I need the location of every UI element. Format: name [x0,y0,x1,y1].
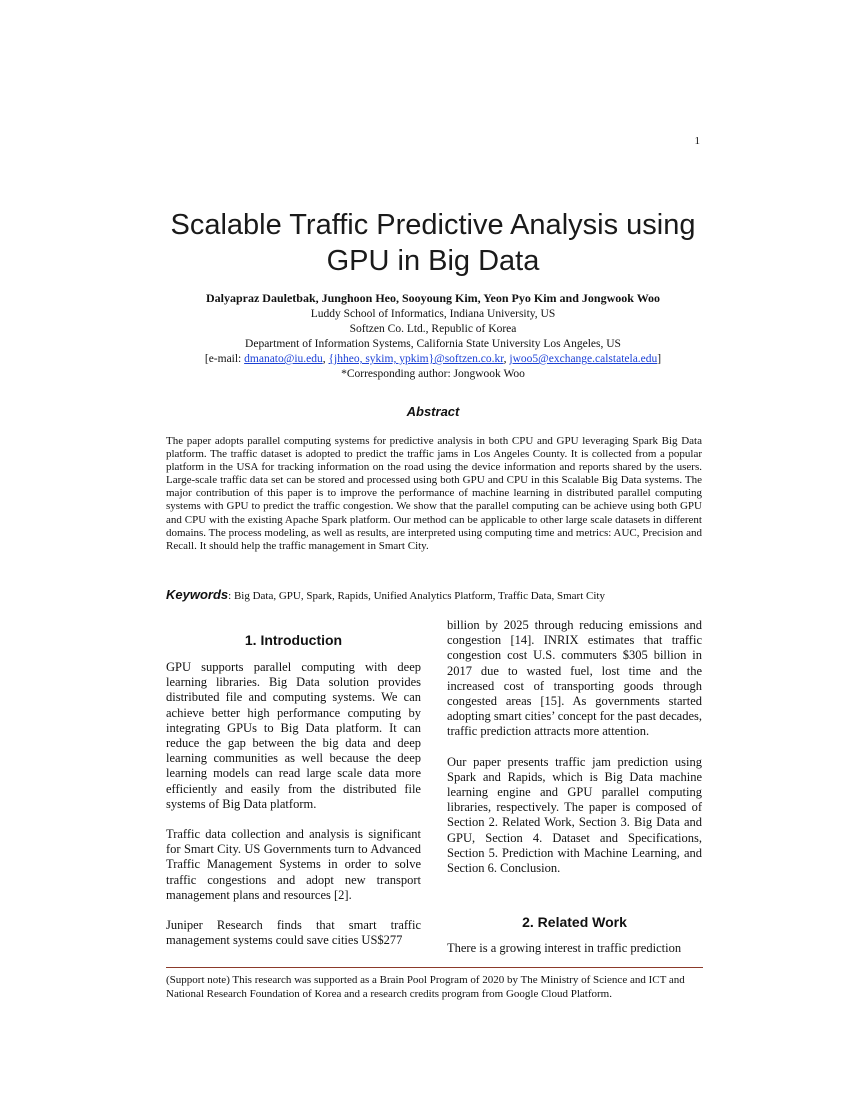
section-heading-introduction: 1. Introduction [244,632,343,648]
paragraph: Our paper presents traffic jam prediction using Spark and Rapids, which is Big Data machine learning engine and GPU parallel computing libraries, respectively. The paper is composed of Section 2. Related Work, Section 3. Big Data and GPU, Section 4. Dataset and Specifications, Section 5. Prediction with Machine Learning, and Section 6. Conclusion. [447,754,702,876]
page-number: 1 [694,135,700,147]
paper-title-line-2: GPU in Big Data [326,245,540,277]
abstract-body: The paper adopts parallel computing systems for predictive analysis in both CPU and GPU leveraging Spark Big Data platform. The traffic dataset is adopted to predict the traffic jams in Los Angeles County. It is collected from a popular platform in the USA for tracking information on the road using the device information and reports shared by the users. Large-scale traffic data set can be stored and processed using both GPU and CPU in this Scalable Big Data systems. The major contribution of this paper is to improve the performance of machine learning in distributed parallel computing systems with GPU to predict the traffic congestion. We show that the parallel computing can be achieve using both GPU and CPU with the existing Apache Spark platform. Our method can be applicable to other large scale datasets in different domains. The process modeling, as well as results, are interpreted using computing time and metrics: AUC, Precision and Recall. It should help the traffic management in Smart City. [166,435,702,552]
keywords-label: Keywords [166,587,229,602]
email-link-softzen[interactable]: {jhheo, sykim, ypkim}@softzen.co.kr [328,353,504,365]
paper-title-line-1: Scalable Traffic Predictive Analysis using [170,209,696,241]
keywords-colon: : [228,590,232,602]
paper-title [100,207,766,279]
paragraph: Juniper Research finds that smart traffic management systems could save cities US$277 [166,918,421,948]
email-separator: , [322,353,329,365]
affiliation: Department of Information Systems, California State University Los Angeles, US [245,338,621,350]
email-separator: , [503,353,510,365]
author-block [100,290,766,382]
keywords-line [166,587,706,604]
paragraph: GPU supports parallel computing with deep learning libraries. Big Data solution provides distributed file and computing systems. We can achieve better high performance computing by integrating GPUs to Big Data platform. It can reduce the gap between the big data and deep learning communities as well because the deep learning models can read large scale data more efficiently and easily from the distributed file systems of Big Data platform. [166,660,421,811]
email-line [100,352,766,367]
email-prefix: [e-mail: [204,353,245,365]
related-work-first-line: There is a growing interest in traffic prediction [447,941,682,955]
abstract-heading: Abstract [406,404,460,419]
right-column [447,618,702,891]
footnote-divider [166,967,703,968]
email-suffix: ] [657,353,662,365]
affiliation: Luddy School of Informatics, Indiana University, US [310,308,556,320]
paragraph: billion by 2025 through reducing emissions and congestion [14]. INRIX estimates that traffic congestion cost U.S. commuters $305 billion in 2017 due to wasted fuel, lost time and the increased cost of transporting goods through congested areas [15]. As governments started adopting smart cities’ concept for the past decades, traffic prediction attracts more attention. [447,618,702,739]
keywords-list: Big Data, GPU, Spark, Rapids, Unified Analytics Platform, Traffic Data, Smart City [231,590,605,602]
email-link-iu[interactable]: dmanato@iu.edu [244,353,323,365]
affiliation: Softzen Co. Ltd., Republic of Korea [349,323,517,335]
author-names: Dalyapraz Dauletbak, Junghoon Heo, Sooyoung Kim, Yeon Pyo Kim and Jongwook Woo [205,291,661,305]
corresponding-author: *Corresponding author: Jongwook Woo [341,368,525,380]
footnote-support-note: (Support note) This research was supported as a Brain Pool Program of 2020 by The Ministry of Science and ICT and National Research Foundation of Korea and a research credits program from Google Cloud Platform. [166,974,685,1000]
paragraph: Traffic data collection and analysis is significant for Smart City. US Governments turn to Advanced Traffic Management Systems in order to solve traffic congestions and adopt new transport management plans and resources [2]. [166,827,421,902]
section-heading-related-work: 2. Related Work [522,914,627,930]
left-column [166,660,421,963]
email-link-calstatela[interactable]: jwoo5@exchange.calstatela.edu [509,353,658,365]
